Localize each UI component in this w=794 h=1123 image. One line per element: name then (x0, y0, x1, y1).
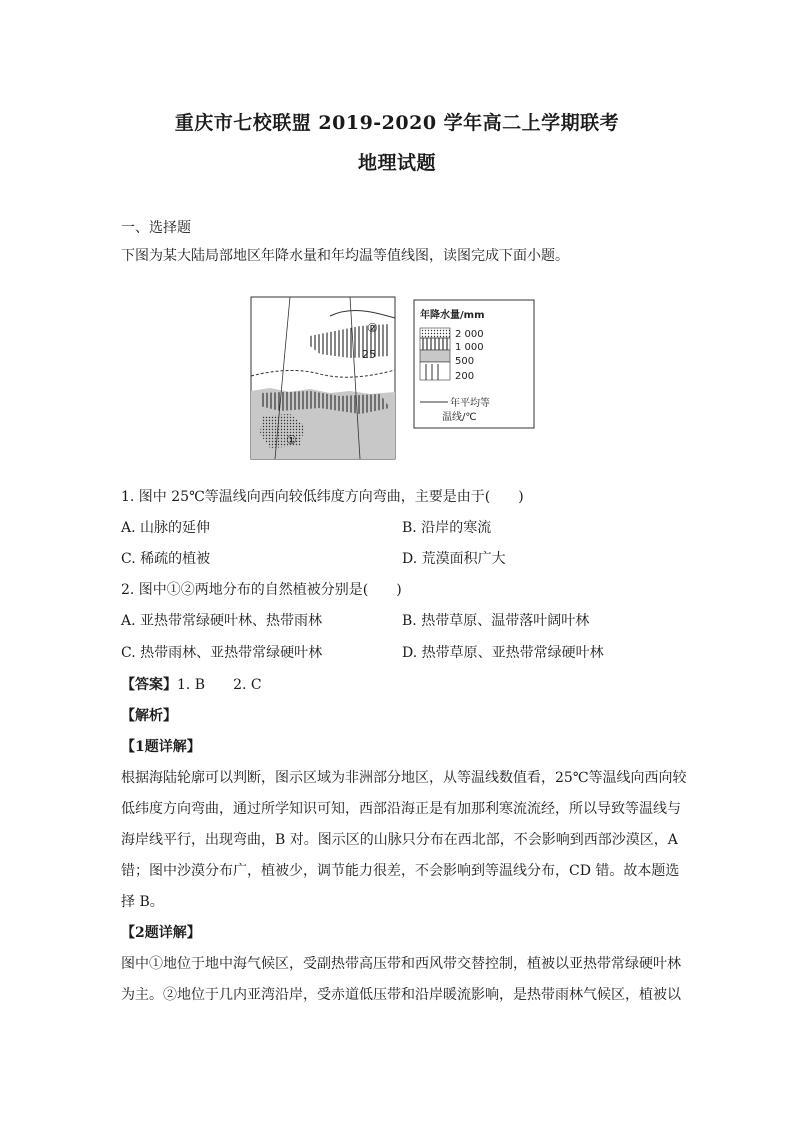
answer-label: 【答案】 (121, 677, 177, 693)
detail-1-line-5: 择 B。 (121, 894, 164, 910)
question-2-option-b: B. 热带草原、温带落叶阔叶林 (402, 613, 590, 629)
isotherm-value-label: 25 (362, 348, 376, 361)
detail-1-line-1: 根据海陆轮廓可以判断，图示区域为非洲部分地区，从等温线数值看，25℃等温线向西向较 (121, 770, 687, 786)
question-1-option-d: D. 荒漠面积广大 (402, 551, 506, 567)
legend-isotherm-label-1: 年平均等 (450, 398, 490, 409)
question-1-option-b: B. 沿岸的寒流 (402, 520, 492, 536)
marker-2-label: ② (367, 321, 378, 335)
legend-value-1: 2 000 (455, 329, 484, 340)
detail-2-label: 【2题详解】 (121, 925, 201, 941)
document-title: 重庆市七校联盟 2019-2020 学年高二上学期联考 (174, 112, 620, 134)
legend-swatch-3 (420, 350, 450, 362)
question-2-option-c: C. 热带雨林、亚热带常绿硬叶林 (121, 645, 323, 661)
question-1-option-c: C. 稀疏的植被 (121, 551, 211, 567)
document-subtitle: 地理试题 (357, 152, 436, 174)
question-2-option-d: D. 热带草原、亚热带常绿硬叶林 (402, 645, 604, 661)
answer-row (121, 675, 681, 695)
detail-1-line-4: 错；图中沙漠分布广，植被少，调节能力很差，不会影响到等温线分布，CD 错。故本题选 (121, 863, 680, 879)
legend-value-3: 500 (455, 356, 475, 367)
legend-value-4: 200 (455, 371, 475, 382)
legend-isotherm-label-2: 温线/℃ (442, 412, 477, 423)
legend-value-2: 1 000 (455, 342, 484, 353)
section-heading: 一、选择题 (121, 220, 191, 236)
legend-swatch-2 (420, 338, 450, 350)
question-intro: 下图为某大陆局部地区年降水量和年均温等值线图，读图完成下面小题。 (121, 248, 569, 264)
question-1-stem: 1. 图中 25℃等温线向西向较低纬度方向弯曲，主要是由于( ) (121, 489, 524, 505)
legend-swatch-4 (420, 362, 450, 380)
detail-2-line-1: 图中①地位于地中海气候区，受副热带高压带和西风带交替控制，植被以亚热带常绿硬叶林 (121, 956, 681, 972)
detail-1-label: 【1题详解】 (121, 739, 201, 755)
question-2-stem: 2. 图中①②两地分布的自然植被分别是( ) (121, 582, 402, 598)
map-figure (250, 296, 536, 460)
analysis-label: 【解析】 (121, 708, 177, 724)
legend-title: 年降水量/mm (420, 310, 485, 321)
detail-1-line-3: 海岸线平行，出现弯曲，B 对。图示区的山脉只分布在西北部，不会影响到西部沙漠区，A (121, 832, 678, 848)
question-2-option-a: A. 亚热带常绿硬叶林、热带雨林 (121, 613, 323, 629)
legend-swatch-1 (420, 328, 450, 338)
detail-2-line-2: 为主。②地位于几内亚湾沿岸，受赤道低压带和沿岸暖流影响，是热带雨林气候区，植被以 (121, 987, 681, 1003)
marker-1-label: ① (286, 433, 297, 447)
detail-1-line-2: 低纬度方向弯曲，通过所学知识可知，西部沿海正是有加那利寒流流经，所以导致等温线与 (121, 801, 681, 817)
question-1-option-a: A. 山脉的延伸 (121, 520, 211, 536)
answer-value: 1. B 2. C (177, 677, 262, 693)
